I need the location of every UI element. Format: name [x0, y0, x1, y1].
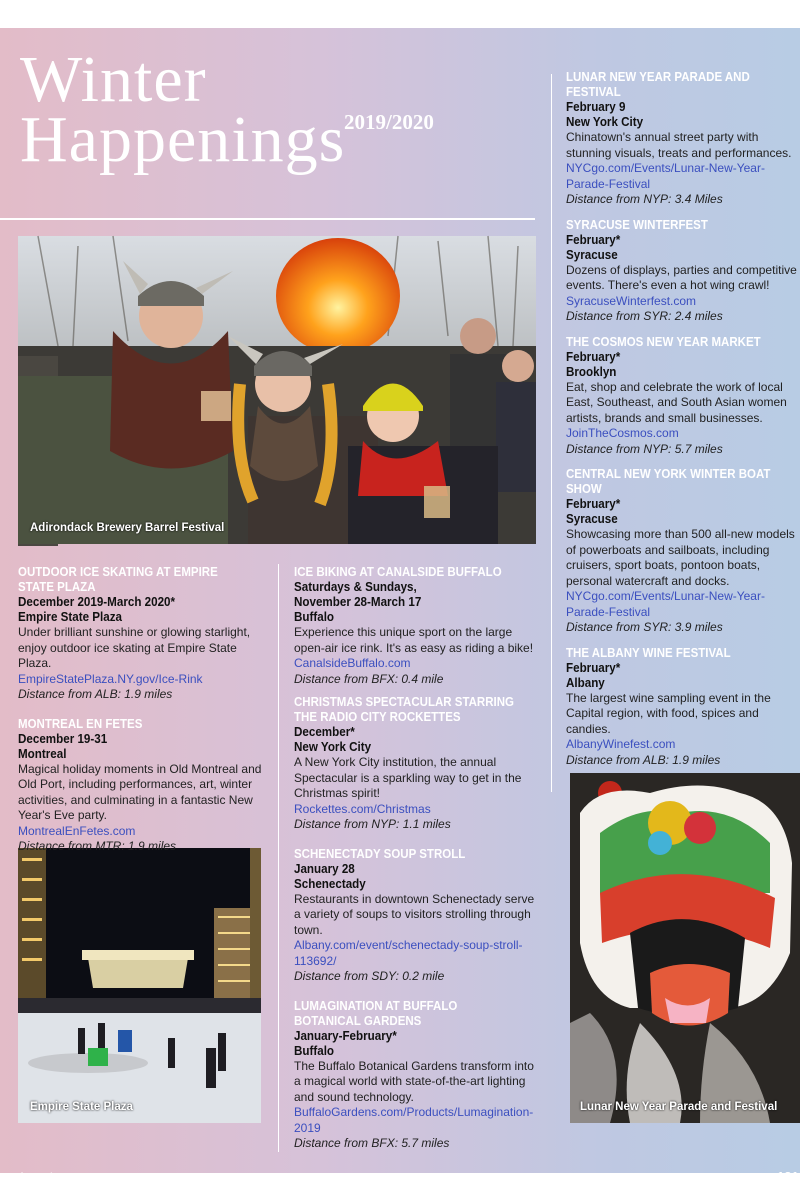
event-description: Eat, shop and celebrate the work of local East, Southeast, and South Asian women artists, brands and small businesses. — [566, 379, 787, 425]
event-title: CENTRAL NEW YORK WINTER BOAT SHOW — [566, 467, 771, 496]
event-title: MONTREAL EN FETES — [18, 716, 143, 731]
event-distance: Distance from NYP: 1.1 miles — [294, 817, 451, 831]
lunar-photo-caption: Lunar New Year Parade and Festival — [580, 1101, 778, 1113]
event-title: LUNAR NEW YEAR PARADE AND FESTIVAL — [566, 70, 750, 99]
event-date: December* — [294, 725, 355, 739]
event-title: CHRISTMAS SPECTACULAR STARRING THE RADIO CITY ROCKETTES — [294, 695, 514, 724]
brewery-photo-caption: Adirondack Brewery Barrel Festival — [30, 522, 225, 534]
event-link[interactable]: JoinTheCosmos.com — [566, 426, 679, 440]
event-christmas-spectacular — [294, 695, 542, 833]
event-location: Albany — [566, 675, 605, 690]
event-date: February* — [566, 232, 621, 247]
column-divider-right — [551, 74, 552, 792]
brewery-festival-photo — [18, 236, 536, 544]
event-link[interactable]: CanalsideBuffalo.com — [294, 656, 411, 670]
event-title: LUMAGINATION AT BUFFALO BOTANICAL GARDENS — [294, 998, 458, 1028]
season-year: 2019/2020 — [344, 110, 434, 134]
event-location: Syracuse — [566, 512, 618, 526]
magazine-page — [0, 28, 800, 1184]
event-winter-boat-show — [566, 467, 800, 636]
event-description: The Buffalo Botanical Gardens transform into a magical world with state-of-the-art lighting and sound technology. — [294, 1058, 534, 1104]
event-link[interactable]: NYCgo.com/Events/Lunar-New-Year-Parade-Festival — [566, 161, 765, 191]
event-distance: Distance from BFX: 0.4 mile — [294, 671, 444, 686]
column-divider-middle — [278, 564, 279, 1152]
event-date: December 2019-March 2020* — [18, 595, 176, 609]
event-distance: Distance from ALB: 1.9 miles — [566, 752, 721, 767]
event-title: THE COSMOS NEW YEAR MARKET — [566, 334, 761, 349]
event-location: Syracuse — [566, 247, 618, 262]
event-lumagination — [294, 999, 542, 1152]
event-distance: Distance from NYP: 5.7 miles — [566, 441, 723, 456]
event-description: Magical holiday moments in Old Montreal and Old Port, including performances, art, winter activities, and culminating in a fantastic New Year's Eve party. — [18, 761, 262, 822]
page-number: 121 — [777, 1169, 799, 1184]
event-date: February* — [566, 660, 621, 675]
plaza-photo-caption: Empire State Plaza — [30, 1101, 133, 1113]
event-montreal-en-fetes — [18, 717, 266, 855]
event-link[interactable]: NYCgo.com/Events/Lunar-New-Year-Parade-Festival — [566, 589, 765, 619]
ice-rink-illustration — [18, 848, 261, 1123]
event-description: Under brilliant sunshine or glowing starlight, enjoy outdoor ice skating at Empire State Plaza. — [18, 625, 251, 670]
event-title: OUTDOOR ICE SKATING AT EMPIRE STATE PLAZA — [18, 565, 218, 594]
event-description: Dozens of displays, parties and competitive events. There's even a hot wing crawl! — [566, 262, 797, 292]
event-title: THE ALBANY WINE FESTIVAL — [566, 645, 731, 660]
event-description: Chinatown's annual street party with stunning visuals, treats and performances. — [566, 130, 792, 160]
event-distance: Distance from SYR: 2.4 miles — [566, 309, 723, 323]
event-location: Schenectady — [294, 876, 366, 891]
event-date: January-February* — [294, 1028, 397, 1043]
event-distance: Distance from SDY: 0.2 mile — [294, 969, 445, 983]
event-link[interactable]: MontrealEnFetes.com — [18, 823, 136, 838]
event-description: A New York City institution, the annual Spectacular is a sparkling way to get in the Christmas spirit! — [294, 755, 522, 800]
event-description: Showcasing more than 500 all-new models of powerboats and sailboats, including cruisers, sport boats, pontoon boats, personal watercraft and docks. — [566, 527, 795, 588]
event-link[interactable]: SyracuseWinterfest.com — [566, 293, 697, 308]
event-location: Buffalo — [294, 1043, 335, 1058]
event-description: Restaurants in downtown Schenectady serve a variety of soups to visitors strolling through town. — [294, 891, 535, 937]
event-link[interactable]: AlbanyWinefest.com — [566, 737, 676, 751]
event-link[interactable]: Albany.com/event/schenectady-soup-stroll-113692/ — [294, 938, 523, 968]
event-date: February 9 — [566, 100, 626, 114]
event-albany-wine-festival — [566, 646, 800, 769]
page-title — [20, 43, 346, 176]
event-soup-stroll — [294, 847, 542, 985]
event-title: ICE BIKING AT CANALSIDE BUFFALO — [294, 565, 502, 579]
event-location: Montreal — [18, 746, 67, 761]
empire-state-plaza-photo — [18, 848, 261, 1123]
event-date: January 28 — [294, 861, 355, 876]
event-date: December 19-31 — [18, 731, 108, 746]
event-date: Saturdays & Sundays, November 28-March 17 — [294, 580, 422, 609]
events-column-middle — [294, 565, 542, 1166]
event-distance: Distance from SYR: 3.9 miles — [566, 620, 723, 634]
event-title: SCHENECTADY SOUP STROLL — [294, 846, 466, 861]
title-line-1: Winter — [20, 43, 207, 116]
event-link[interactable]: BuffaloGardens.com/Products/Lumagination- 2019 — [294, 1105, 534, 1135]
event-ice-biking — [294, 565, 542, 687]
event-location: Brooklyn — [566, 364, 617, 379]
event-ice-skating — [18, 565, 266, 703]
event-syracuse-winterfest — [566, 218, 800, 325]
footer-site-left: Amtrak.com — [18, 1170, 83, 1184]
event-location: Empire State Plaza — [18, 610, 123, 624]
event-distance: Distance from MTR: 1.9 miles — [18, 839, 177, 853]
event-distance: Distance from NYP: 3.4 Miles — [566, 192, 723, 206]
event-link[interactable]: EmpireStatePlaza.NY.gov/Ice-Rink — [18, 671, 203, 686]
event-description: The largest wine sampling event in the Capital region, with food, spices and candies. — [566, 690, 771, 736]
event-description: Experience this unique sport on the large open-air ice rink. It's as easy as riding a bike! — [294, 625, 534, 655]
event-location: Buffalo — [294, 610, 335, 624]
lion-dance-illustration — [570, 773, 800, 1123]
lunar-new-year-photo — [570, 773, 800, 1123]
footer-site-right: NEWYORKBYRAIL.COM — [630, 1172, 767, 1184]
event-date: February* — [566, 349, 621, 364]
title-divider — [0, 218, 535, 220]
event-distance: Distance from BFX: 5.7 miles — [294, 1136, 450, 1150]
events-column-right — [566, 70, 800, 782]
event-link[interactable]: Rockettes.com/Christmas — [294, 801, 431, 816]
event-date: February* — [566, 497, 621, 511]
event-location: New York City — [294, 740, 372, 754]
event-cosmos-market — [566, 335, 800, 458]
event-title: SYRACUSE WINTERFEST — [566, 217, 708, 232]
title-line-2: Happenings — [20, 103, 346, 176]
event-distance: Distance from ALB: 1.9 miles — [18, 687, 173, 701]
event-location: New York City — [566, 115, 644, 129]
event-lunar-new-year — [566, 70, 800, 208]
events-column-left — [18, 565, 266, 869]
brewery-festival-illustration — [18, 236, 536, 544]
